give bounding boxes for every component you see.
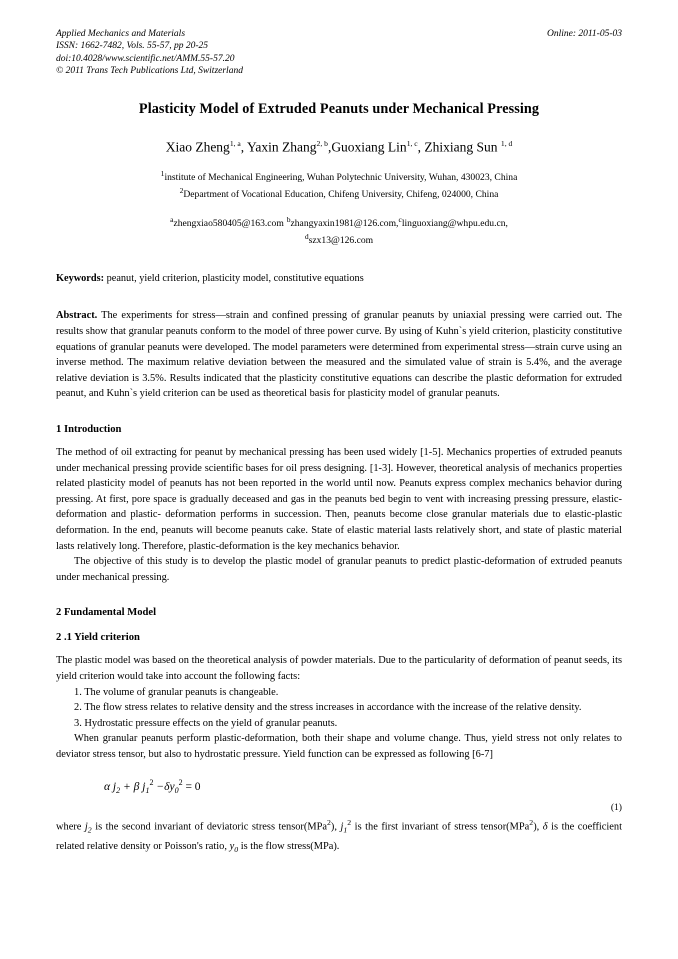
yield-paragraph-1: The plastic model was based on the theoretical analysis of powder materials. Due to the particularity of deformation of peanut seeds, its yield criterion would take into account the following facts:: [56, 655, 622, 682]
yield-paragraph-2: When granular peanuts perform plastic-deformation, both their shape and volume change. Thus, yield stress not only relates to deviator stress tensor, but also to hydrostatic pressure. Yield function can be expressed as following [6-7]: [56, 733, 622, 760]
author-3: Guoxiang Lin: [331, 139, 407, 155]
equation-1-number: (1): [610, 801, 622, 813]
author-2: Yaxin Zhang: [247, 139, 317, 155]
author-4-marker: 1, d: [500, 139, 513, 149]
intro-paragraph-2: The objective of this study is to develop the plastic model of granular peanuts to predict plastic-deformation of extruded peanuts under mechanical pressing.: [56, 556, 622, 583]
email-1[interactable]: zhengxiao580405@163.com: [173, 218, 284, 230]
intro-paragraph-1: The method of oil extracting for peanut by mechanical pressing has been used widely [1-5]. Mechanics properties of extruded peanuts under mechanical pressing provide scientific bases for oil press designing. [1-3]. However, theoretical analysis of mechanics properties related plasticity model of peanuts has not been reported in the world until now. Peanuts express complex mechanics behavior during pressing. At first, pore space is gradually deceased and gas in the peanuts bed begin to vent with increasing pressing pressure, elastic-deformation and plastic- deformation performs in succession. Then, peanuts become close granular materials due to elastic-plastic deformation. In the end, peanuts will become peanuts cake. State of elastic material lasts relatively short, and state of plastic material lasts relatively long. Therefore, plastic-deformation is the key mechanics behavior.: [56, 447, 622, 552]
journal-info: [56, 28, 243, 77]
section-heading-introduction: 1 Introduction: [56, 424, 122, 435]
list-item: 2. The flow stress relates to relative density and the stress increases in accordance with the increase of the relative density.: [74, 702, 582, 714]
email-3[interactable]: linguoxiang@whpu.edu.cn,: [401, 218, 508, 230]
list-item: 3. Hydrostatic pressure effects on the yield of granular peanuts.: [74, 717, 338, 729]
keywords-text: peanut, yield criterion, plasticity model, constitutive equations: [104, 273, 364, 285]
equation-1-row: [56, 777, 622, 813]
list-item: 1. The volume of granular peanuts is changeable.: [74, 686, 279, 698]
equation-1: α $j_2 + \beta$ $j_1^2 -\delta y_0^2 = 0$: [104, 777, 201, 795]
subsection-heading-yield-criterion: 2 .1 Yield criterion: [56, 632, 140, 644]
equation-1-nomenclature: where $j_2$ is the second invariant of deviatoric stress tensor(MPa$^2$), $j_1^2$ is the first invariant of stress tensor(MPa$^2$), δ is the coefficient related relative density or Poisson's ratio, $y_0$ is the flow stress(MPa).: [56, 817, 623, 854]
email-4[interactable]: szx13@126.com: [308, 235, 374, 247]
email-line-1: $^a$zhengxiao580405@163.com $^b$zhangyaxin1981@126.com,$^c$linguoxiang@whpu.edu.cn,: [170, 215, 508, 230]
journal-copyright: © 2011 Trans Tech Publications Ltd, Switzerland: [56, 65, 243, 76]
email-2[interactable]: zhangyaxin1981@126.com,: [290, 218, 399, 230]
author-2-marker: 2, b: [316, 139, 328, 149]
author-4: Zhixiang Sun: [424, 139, 498, 155]
journal-name: Applied Mechanics and Materials: [56, 29, 186, 39]
abstract-block: [56, 308, 622, 402]
page-header: [56, 28, 622, 77]
affiliations: [56, 167, 622, 201]
affiliation-1: $^1$institute of Mechanical Engineering, Wuhan Polytechnic University, Wuhan, 430023, China: [160, 168, 518, 183]
abstract-text: The experiments for stress—strain and confined pressing of granular peanuts by uniaxial pressing were carried out. The results show that granular peanuts conform to the model of three power curve. By using of Kuhn`s yield criterion, plasticity constitutive equations of granular peanuts were developed. The model parameters were determined from experimental stress—strain curve using an inverse method. The maximum relative deviation between the measured and the simulated value of strain is 5.4%, and the average relative deviation is 3.5%. Results indicated that the plasticity constitutive equations can describe the plastic deformation for extruded peanut, and Kuhn`s yield criterion can be used as theoretical basis for plasticity model of granular peanuts.: [56, 310, 622, 400]
email-line-2: $^d$szx13@126.com: [304, 232, 374, 247]
online-date: Online: 2011-05-03: [546, 29, 622, 39]
journal-issn: ISSN: 1662-7482, Vols. 55-57, pp 20-25: [56, 41, 208, 52]
abstract-label: Abstract.: [56, 310, 98, 322]
journal-doi: doi:10.4028/www.scientific.net/AMM.55-57.20: [56, 53, 235, 64]
author-1: Xiao Zheng: [165, 139, 230, 155]
author-emails: [56, 213, 622, 247]
keywords-block: [56, 272, 622, 286]
page-title: Plasticity Model of Extruded Peanuts under Mechanical Pressing: [138, 101, 540, 118]
keywords-label: Keywords:: [56, 273, 105, 285]
author-1-marker: 1, a: [229, 139, 241, 149]
section-heading-fundamental-model: 2 Fundamental Model: [56, 607, 157, 619]
author-list: Xiao Zheng$^{1, a}$, Yaxin Zhang$^{2, b}$,Guoxiang Lin$^{1, c}$, Zhixiang Sun $^{1, d}$: [165, 139, 513, 155]
affiliation-2: $^2$Department of Vocational Education, Chifeng University, Chifeng, 024000, China: [179, 185, 499, 201]
author-3-marker: 1, c: [406, 139, 418, 149]
